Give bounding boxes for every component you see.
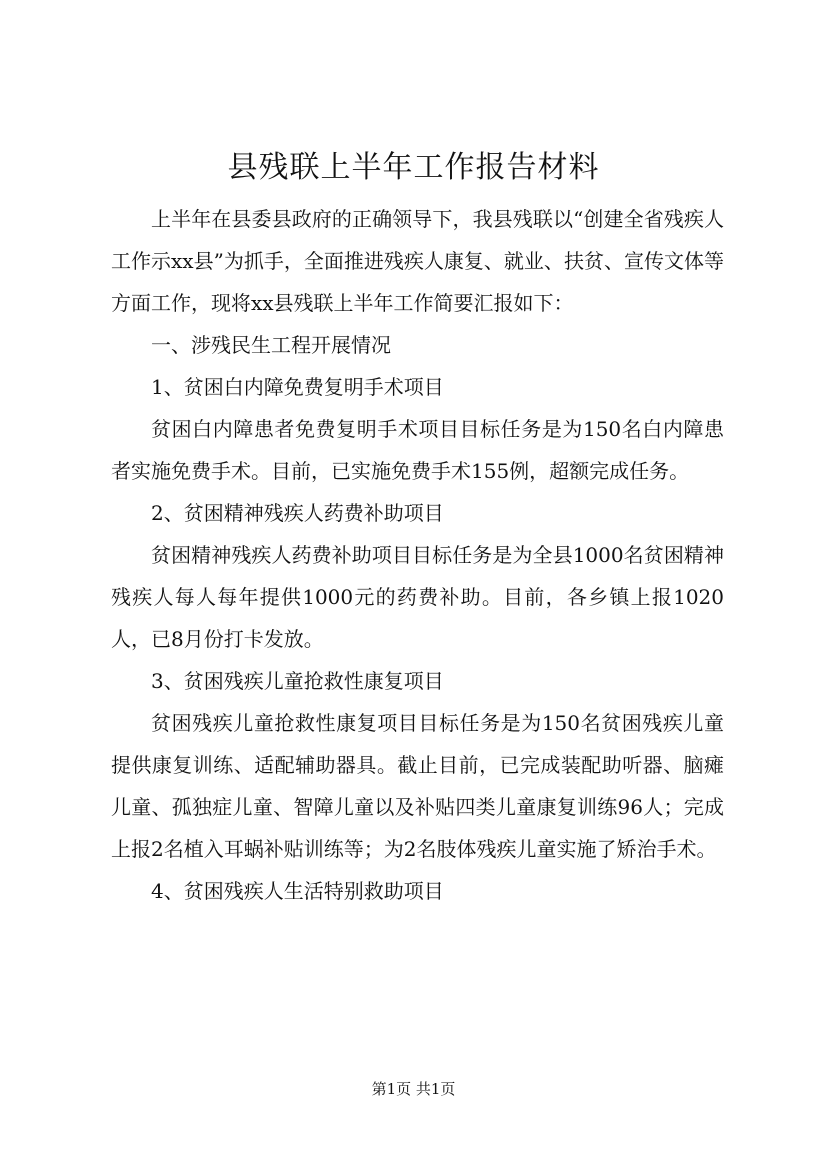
subsection-heading-3: 3、贫困残疾儿童抢救性康复项目 (151, 669, 444, 693)
intro-paragraph: 上半年在县委县政府的正确领导下，我县残联以“创建全省残疾人工作示xx县”为抓手，全面推进残疾人康复、就业、扶贫、宣传文体等方面工作，现将xx县残联上半年工作简要汇报如下： (111, 207, 724, 315)
subsection-heading-2: 2、贫困精神残疾人药费补助项目 (151, 501, 444, 525)
paragraph-mental-disability: 贫困精神残疾人药费补助项目目标任务是为全县1000名贫困精神残疾人每人每年提供1000元的药费补助。目前，各乡镇上报1020人，已8月份打卡发放。 (111, 543, 724, 651)
paragraph-cataract: 贫困白内障患者免费复明手术项目目标任务是为150名白内障患者实施免费手术。目前，已实施免费手术155例，超额完成任务。 (111, 417, 724, 483)
page-footer: 第1页 共1页 (371, 1080, 456, 1098)
subsection-heading-1: 1、贫困白内障免费复明手术项目 (151, 375, 444, 399)
subsection-heading-4: 4、贫困残疾人生活特别救助项目 (151, 879, 444, 903)
page-title: 县残联上半年工作报告材料 (227, 150, 600, 185)
paragraph-children-rehab: 贫困残疾儿童抢救性康复项目目标任务是为150名贫困残疾儿童提供康复训练、适配辅助器具。截止目前，已完成装配助听器、脑瘫儿童、孤独症儿童、智障儿童以及补贴四类儿童康复训练96人；完成上报2名植入耳蜗补贴训练等；为2名肢体残疾儿童实施了矫治手术。 (111, 711, 724, 861)
section-heading-1: 一、涉残民生工程开展情况 (151, 333, 391, 357)
document-body (111, 198, 724, 912)
